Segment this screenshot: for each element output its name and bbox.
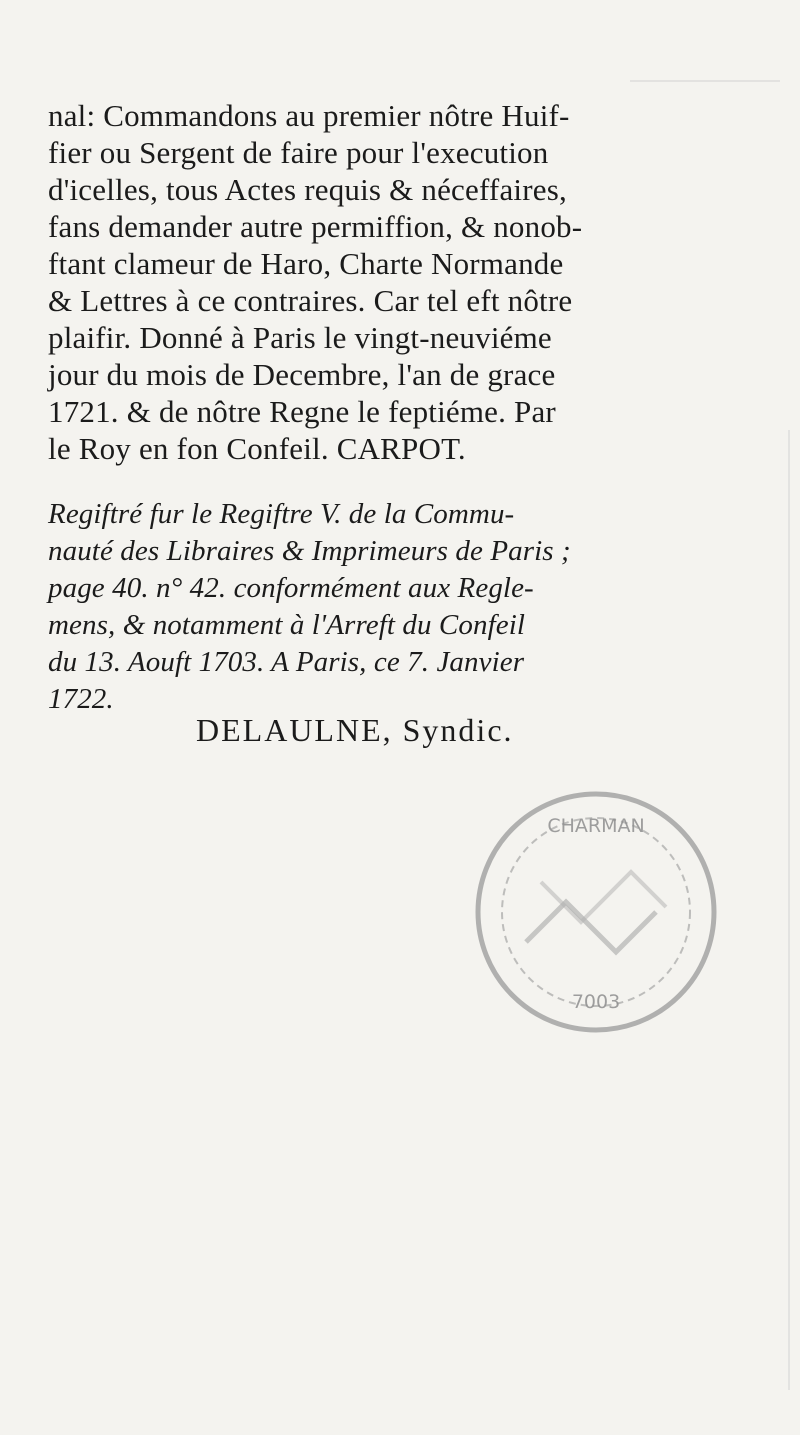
main-text-line-6: & Lettres à ce contraires. Car tel eft nôtre (48, 283, 573, 318)
library-stamp (446, 762, 746, 1062)
main-text-line-2: fier ou Sergent de faire pour l'execution (48, 135, 549, 170)
registration-line-1: Regiftré fur le Regiftre V. de la Commu- (48, 498, 515, 530)
right-edge-line (788, 430, 790, 1390)
top-right-edge-mark (630, 20, 780, 82)
main-text-line-5: ftant clameur de Haro, Charte Normande (48, 246, 564, 281)
stamp-top-text: CHARMAN (547, 815, 645, 837)
main-text-line-1: nal: Commandons au premier nôtre Huif- (48, 98, 570, 133)
stamp-bottom-text: 7003 (571, 991, 621, 1013)
syndic-signature: DELAULNE, Syndic. (196, 712, 514, 748)
registration-line-2: nauté des Libraires & Imprimeurs de Paris ; (48, 535, 571, 567)
main-text-line-7: plaifir. Donné à Paris le vingt-neuviéme (48, 320, 552, 355)
main-text-line-3: d'icelles, tous Actes requis & néceffaires, (48, 172, 567, 207)
main-text-line-10: le Roy en fon Confeil. CARPOT. (48, 431, 466, 466)
registration-line-4: mens, & notamment à l'Arreft du Confeil (48, 609, 526, 641)
main-text-line-4: fans demander autre permiffion, & nonob- (48, 209, 583, 244)
main-text-line-9: 1721. & de nôtre Regne le feptiéme. Par (48, 394, 556, 429)
registration-line-3: page 40. n° 42. conformément aux Regle- (48, 572, 534, 604)
registration-line-5: du 13. Aouft 1703. A Paris, ce 7. Janvier (48, 646, 525, 678)
registration-line-6: 1722. (48, 683, 114, 715)
main-text-line-8: jour du mois de Decembre, l'an de grace (48, 357, 556, 392)
